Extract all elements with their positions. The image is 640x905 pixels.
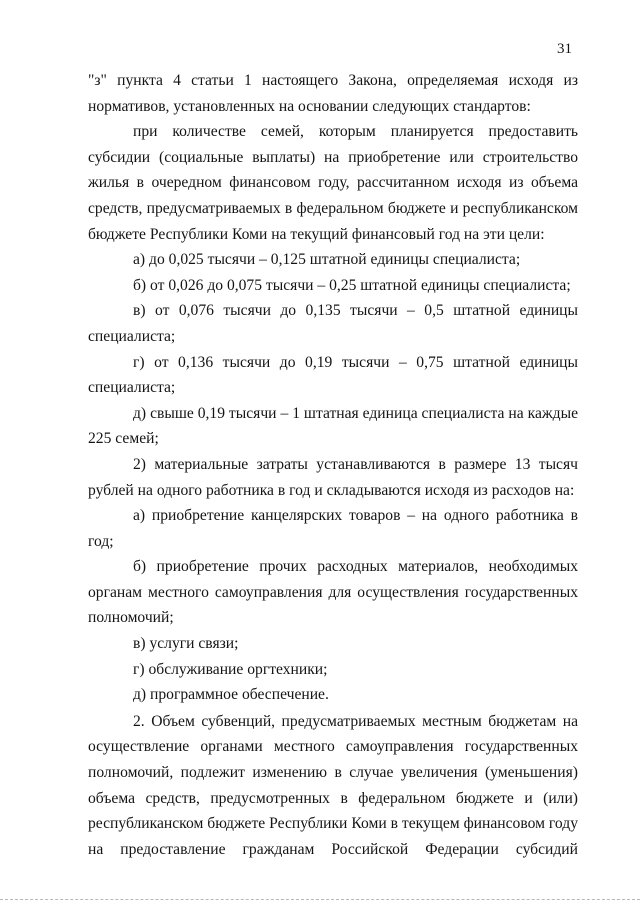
- page-bottom-rule: [0, 899, 640, 900]
- paragraph-item-b: б) от 0,026 до 0,075 тысячи – 0,25 штатной единицы специалиста;: [133, 276, 571, 294]
- paragraph-cost-stationery: а) приобретение канцелярских товаров – на одного работника в год;: [88, 507, 578, 550]
- paragraph-cost-software: д) программное обеспечение.: [133, 686, 329, 704]
- paragraph-norms-intro: "з" пункта 4 статьи 1 настоящего Закона, определяемая исходя из нормативов, установленных на основании следующих стандартов:: [88, 72, 578, 115]
- paragraph-item-a: а) до 0,025 тысячи – 0,125 штатной единицы специалиста;: [133, 251, 521, 269]
- paragraph-families-count: при количестве семей, которым планируется предоставить субсидии (социальные выплаты) на приобретение или строительство жилья в очередном финансовом году, рассчитанном исходя из объема средств, предусматриваемых в федеральном бюджете и республиканском бюджете Республики Коми на текущий финансовый год на эти цели:: [88, 123, 578, 243]
- document-body: [88, 68, 578, 862]
- paragraph-cost-communication: в) услуги связи;: [133, 635, 239, 653]
- paragraph-item-g: г) от 0,136 тысячи до 0,19 тысячи – 0,75 штатной единицы специалиста;: [88, 353, 578, 397]
- paragraph-subvention-volume: 2. Объем субвенций, предусматриваемых местным бюджетам на осуществление органами местного самоуправления государственных полномочий, подлежит изменению в случае увеличения (уменьшения) объема средств, предусмотренных в федеральном бюджете и (или) республиканском бюджете Республики Коми в текущем финансовом году на предоставление гражданам Российской Федерации субсидий: [88, 712, 578, 858]
- paragraph-cost-office-equipment: г) обслуживание оргтехники;: [133, 660, 328, 678]
- page-number: 31: [557, 41, 572, 57]
- paragraph-item-v: в) от 0,076 тысячи до 0,135 тысячи – 0,5 штатной единицы специалиста;: [88, 302, 578, 345]
- paragraph-cost-materials: б) приобретение прочих расходных материалов, необходимых органам местного самоуправления для осуществления государственных полномочий;: [88, 558, 578, 627]
- paragraph-item-d: д) свыше 0,19 тысячи – 1 штатная единица специалиста на каждые 225 семей;: [88, 404, 578, 448]
- paragraph-material-costs: 2) материальные затраты устанавливаются в размере 13 тысяч рублей на одного работника в год и складываются исходя из расходов на:: [88, 455, 578, 499]
